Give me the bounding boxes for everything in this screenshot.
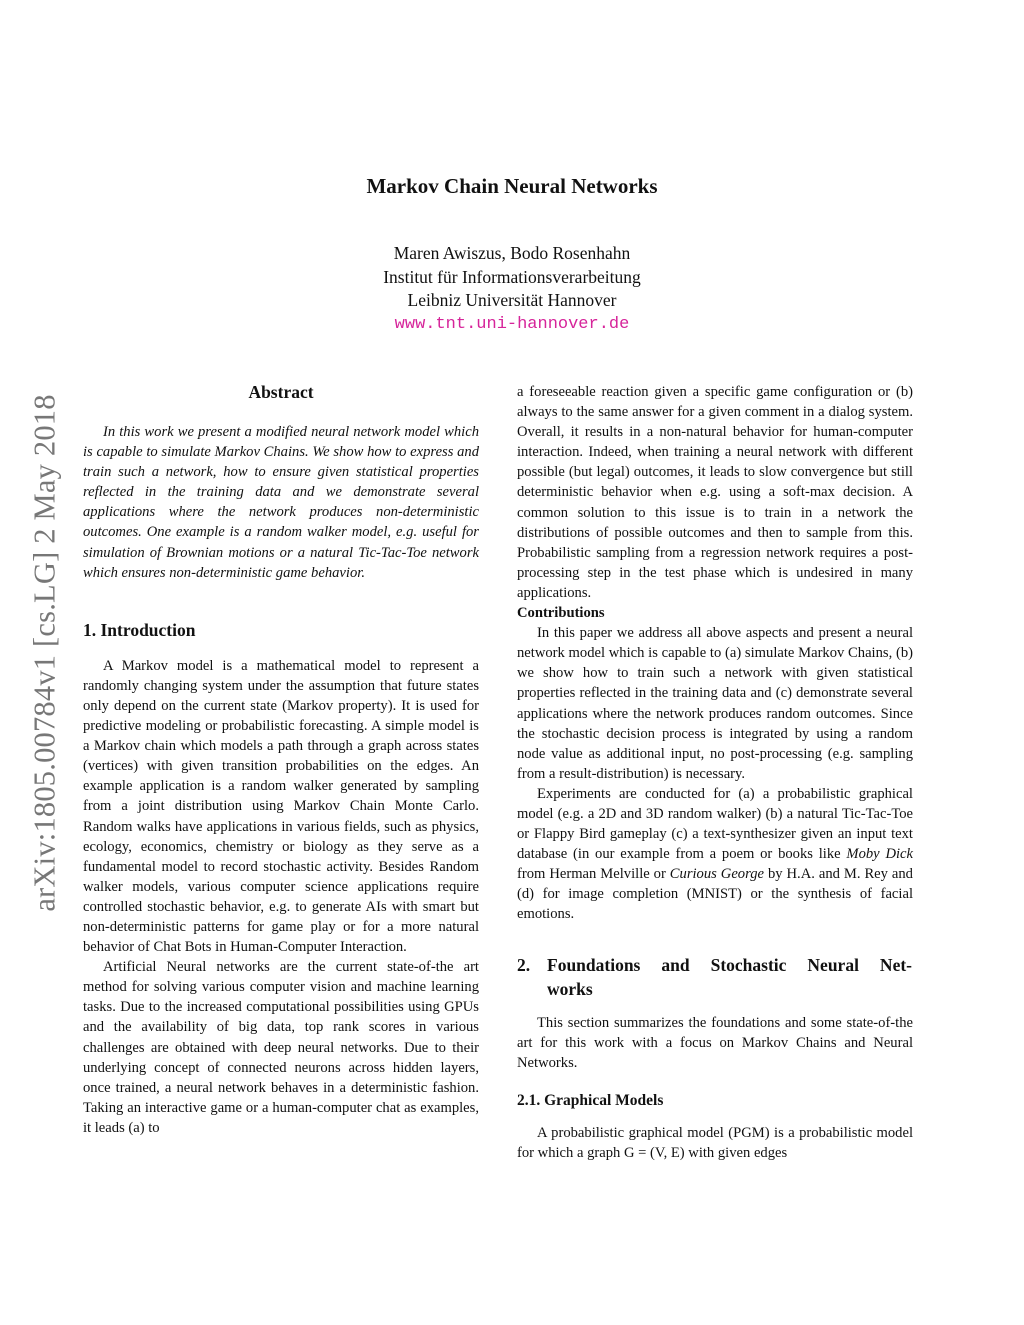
paper-title: Markov Chain Neural Networks bbox=[366, 174, 658, 198]
abstract-heading: Abstract bbox=[248, 382, 314, 402]
intro-paragraph-2-continued: a foreseeable reaction given a specific game configuration or (b) always to the same answer for a given comment in a dialog system. Overall, it results in a non-natural behavior for human-computer interaction. Indeed, when training a neural network with different possible (but legal) outcomes, it leads to slow convergence but still deterministic behavior when e.g. using a soft-max decision. A common solution to this issue is to train in a network the distributions of possible outcomes and then to sample from this. Probabilistic sampling from a regression network requires a post-processing step in the test phase which is undesired in many applications. bbox=[517, 384, 913, 601]
right-column bbox=[517, 382, 913, 1163]
contributions-paragraph-2 bbox=[517, 784, 913, 925]
affiliation: Institut für Informationsverarbeitung bbox=[383, 266, 641, 287]
book-title-curious-george: Curious George bbox=[669, 866, 765, 883]
intro-paragraph-2: Artificial Neural networks are the current state-of-the art method for solving various computer vision and machine learning tasks. Due to the increased computational possibilities using GPUs and the availability of big data, top rank scores in various challenges are obtained with deep neural networks. Due to their underlying concept of connected neurons across hidden layers, once trained, a neural network behaves in a deterministic fashion. Taking an interactive game or a human-computer chat as examples, it leads (a) to bbox=[83, 959, 479, 1136]
contributions-heading: Contributions bbox=[517, 605, 605, 622]
foundations-paragraph-1: This section summarizes the foundations and some state-of-the art for this work with a focus on Markov Chains and Neural Networks. bbox=[517, 1014, 913, 1071]
university: Leibniz Universität Hannover bbox=[407, 290, 617, 310]
contributions-p2-part-c: by H.A. and M. Rey and (d) for image completion (MNIST) or the synthesis of facial emotions. bbox=[517, 866, 913, 923]
section-foundations-number: 2. bbox=[517, 954, 531, 975]
institute-url-link[interactable]: www.tnt.uni-hannover.de bbox=[394, 314, 630, 334]
graphical-models-paragraph-1: A probabilistic graphical model (PGM) is a probabilistic model for which a graph G = (V, E) with given edges bbox=[517, 1124, 913, 1161]
intro-paragraph-1: A Markov model is a mathematical model to represent a randomly changing system under the assumption that future states only depend on the current state (Markov property). It is used for predictive modeling or probabilistic forecasting. A simple model is a Markov chain which models a path through a graph across states (vertices) with given transition probabilities on the edges. An example application is a random walker generated by sampling from a joint distribution using Markov Chain Monte Carlo. Random walks have applications in various fields, such as physics, ecology, economics, chemistry or biology as they serve as a fundamental model to record stochastic activity. Besides Random walker models, various computer science applications require controlled stochastic behavior, e.g. to generate AIs with smart but non-deterministic patterns for game play or for a more natural behavior of Chat Bots in Human-Computer Interaction. bbox=[83, 657, 479, 956]
section-foundations-heading bbox=[517, 953, 913, 1001]
arxiv-identifier: arXiv:1805.00784v1 [cs.LG] 2 May 2018 bbox=[28, 394, 62, 912]
abstract-text: In this work we present a modified neural network model which is capable to simulate Markov Chains. We show how to express and train such a network, how to ensure given statistical properties reflected in the training data and we demonstrate several applications where the network produces non-deterministic outcomes. One example is a random walker model, e.g. useful for simulation of Brownian motions or a natural Tic-Tac-Toe network which ensures non-deterministic game behavior. bbox=[83, 424, 479, 581]
section-foundations-title-line1: Foundations and Stochastic Neural Net- bbox=[547, 954, 912, 975]
contributions-p2-part-b: from Herman Melville or bbox=[517, 866, 670, 883]
left-column bbox=[83, 380, 479, 1138]
section-foundations-title-line2: works bbox=[547, 978, 593, 999]
book-title-moby-dick: Moby Dick bbox=[846, 846, 913, 863]
subsection-graphical-models-heading: 2.1. Graphical Models bbox=[517, 1091, 664, 1109]
arxiv-sidebar-stamp bbox=[28, 352, 62, 954]
author-names: Maren Awiszus, Bodo Rosenhahn bbox=[393, 243, 631, 263]
section-introduction-heading: 1. Introduction bbox=[83, 619, 196, 640]
author-block bbox=[0, 242, 1024, 336]
contributions-paragraph-1: In this paper we address all above aspects and present a neural network model which is capable to (a) simulate Markov Chains, (b) we show how to train such a network with given statistical properties reflected in the training data and (c) demonstrate several applications where the network produces random outcomes. Since the stochastic decision process is integrated by using a random node value as additional input, no post-processing (e.g. sampling from a result-distribution) is necessary. bbox=[517, 625, 913, 782]
contributions-p2-part-a: Experiments are conducted for (a) a probabilistic graphical model (e.g. a 2D and 3D random walker) (b) a natural Tic-Tac-Toe or Flappy Bird gameplay (c) a text-synthesizer given an input text database (in our example from a poem or books like bbox=[517, 785, 913, 863]
